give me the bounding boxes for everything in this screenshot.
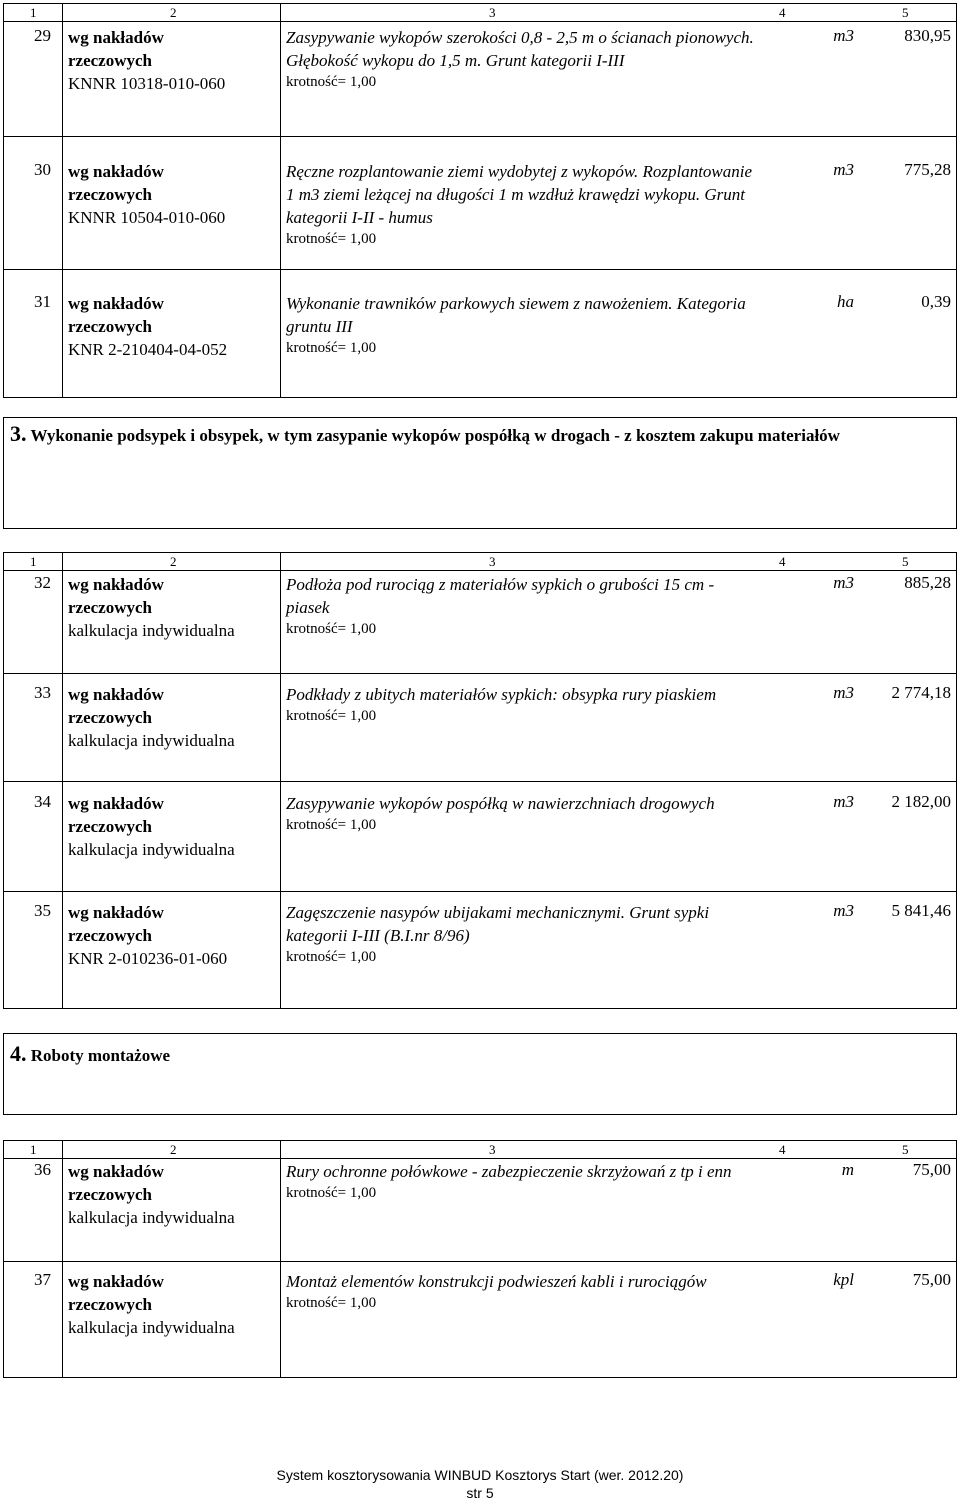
row-basis: wg nakładów rzeczowych KNR 2-210404-04-052 xyxy=(68,294,228,359)
row-unit: m3 xyxy=(833,683,854,702)
row-number: 35 xyxy=(34,901,51,920)
column-header-1: 1 xyxy=(30,554,37,569)
row-number: 36 xyxy=(34,1160,51,1179)
table-block-3 xyxy=(3,1140,957,1378)
footer-software-line: System kosztorysowania WINBUD Kosztorys Start (wer. 2012.20) xyxy=(276,1467,684,1483)
row-quantity: 830,95 xyxy=(904,26,951,45)
row-description: Podkłady z ubitych materiałów sypkich: obsypka rury piaskiem krotność= 1,00 xyxy=(286,685,717,724)
row-basis: wg nakładów rzeczowych KNNR 10318-010-060 xyxy=(68,28,226,93)
row-number: 37 xyxy=(34,1270,51,1289)
column-header-3: 3 xyxy=(489,1142,496,1157)
column-header-row xyxy=(4,1141,956,1158)
row-number: 30 xyxy=(34,160,51,179)
row-description: Ręczne rozplantowanie ziemi wydobytej z wykopów. Rozplantowanie 1 m3 ziemi leżącej na długości 1 m wzdłuż krawędzi wykopu. Grunt kategorii I-II - humus krotność= 1,00 xyxy=(286,162,753,247)
table-block-2 xyxy=(3,552,957,1009)
row-quantity: 5 841,46 xyxy=(891,901,951,920)
column-header-2: 2 xyxy=(170,1142,177,1157)
column-header-2: 2 xyxy=(170,554,177,569)
column-header-5: 5 xyxy=(902,1142,909,1157)
row-unit: m xyxy=(841,1160,854,1179)
row-unit: kpl xyxy=(833,1270,854,1289)
row-unit: m3 xyxy=(833,573,854,592)
row-description: Rury ochronne połówkowe - zabezpieczenie skrzyżowań z tp i enn krotność= 1,00 xyxy=(286,1162,732,1201)
row-description: Wykonanie trawników parkowych siewem z nawożeniem. Kategoria gruntu III krotność= 1,00 xyxy=(286,294,746,356)
row-basis: wg nakładów rzeczowych kalkulacja indywidualna xyxy=(68,575,235,640)
column-header-1: 1 xyxy=(30,5,37,20)
row-quantity: 775,28 xyxy=(904,160,951,179)
row-description: Zasypywanie wykopów pospółką w nawierzchniach drogowych krotność= 1,00 xyxy=(286,794,715,833)
row-description: Zasypywanie wykopów szerokości 0,8 - 2,5 m o ścianach pionowych. Głębokość wykopu do 1,5 m. Grunt kategorii I-III krotność= 1,00 xyxy=(286,28,754,90)
section-number: 3. xyxy=(10,421,27,446)
row-basis: wg nakładów rzeczowych KNR 2-010236-01-060 xyxy=(68,903,228,968)
row-number: 29 xyxy=(34,26,51,45)
row-unit: m3 xyxy=(833,26,854,45)
row-basis: wg nakładów rzeczowych kalkulacja indywidualna xyxy=(68,1162,235,1227)
page-footer xyxy=(0,1466,960,1502)
row-unit: m3 xyxy=(833,160,854,179)
row-description: Podłoża pod rurociąg z materiałów sypkich o grubości 15 cm - piasek krotność= 1,00 xyxy=(286,575,715,637)
row-quantity: 75,00 xyxy=(912,1270,951,1289)
row-quantity: 0,39 xyxy=(921,292,951,311)
row-unit: ha xyxy=(837,292,854,311)
row-number: 31 xyxy=(34,292,51,311)
row-unit: m3 xyxy=(833,792,854,811)
row-quantity: 75,00 xyxy=(912,1160,951,1179)
column-header-row xyxy=(4,4,956,21)
row-description: Montaż elementów konstrukcji podwieszeń kabli i rurociągów krotność= 1,00 xyxy=(286,1272,707,1311)
column-header-1: 1 xyxy=(30,1142,37,1157)
page-number: str 5 xyxy=(466,1485,494,1501)
row-number: 33 xyxy=(34,683,51,702)
section-number: 4. xyxy=(10,1041,27,1066)
row-description: Zagęszczenie nasypów ubijakami mechanicznymi. Grunt sypki kategorii I-III (B.I.nr 8/96) krotność= 1,00 xyxy=(286,903,710,965)
column-header-3: 3 xyxy=(489,5,496,20)
column-header-5: 5 xyxy=(902,554,909,569)
row-basis: wg nakładów rzeczowych kalkulacja indywidualna xyxy=(68,685,235,750)
section-heading-3 xyxy=(3,417,957,529)
column-header-4: 4 xyxy=(779,5,786,20)
table-block-1 xyxy=(3,3,957,398)
row-basis: wg nakładów rzeczowych KNNR 10504-010-060 xyxy=(68,162,226,227)
section-title: Wykonanie podsypek i obsypek, w tym zasypanie wykopów pospółką w drogach - z kosztem zakupu materiałów xyxy=(30,426,840,445)
section-title: Roboty montażowe xyxy=(30,1046,171,1065)
row-unit: m3 xyxy=(833,901,854,920)
row-number: 34 xyxy=(34,792,51,811)
row-number: 32 xyxy=(34,573,51,592)
row-quantity: 2 774,18 xyxy=(891,683,951,702)
row-basis: wg nakładów rzeczowych kalkulacja indywidualna xyxy=(68,1272,235,1337)
column-header-4: 4 xyxy=(779,554,786,569)
row-quantity: 885,28 xyxy=(904,573,951,592)
column-header-5: 5 xyxy=(902,5,909,20)
column-header-3: 3 xyxy=(489,554,496,569)
row-basis: wg nakładów rzeczowych kalkulacja indywidualna xyxy=(68,794,235,859)
section-heading-4 xyxy=(3,1033,957,1115)
column-header-2: 2 xyxy=(170,5,177,20)
column-header-4: 4 xyxy=(779,1142,786,1157)
column-header-row xyxy=(4,553,956,570)
row-quantity: 2 182,00 xyxy=(891,792,951,811)
